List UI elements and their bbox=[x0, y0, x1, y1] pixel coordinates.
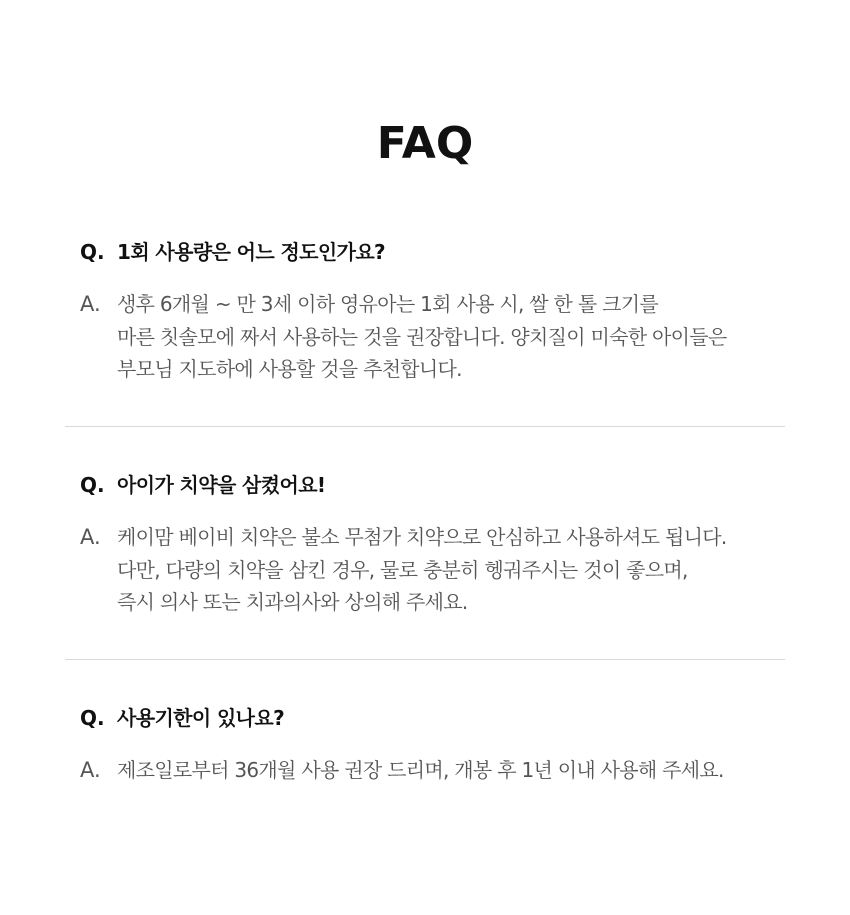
answer-line: 케이맘 베이비 치약은 불소 무첨가 치약으로 안심하고 사용하셔도 됩니다. bbox=[117, 525, 727, 549]
answer-line: 제조일로부터 36개월 사용 권장 드리며, 개봉 후 1년 이내 사용해 주세요. bbox=[117, 758, 724, 782]
faq-answer bbox=[80, 288, 785, 386]
question-text: 아이가 치약을 삼켰어요! bbox=[117, 473, 326, 497]
question-text: 1회 사용량은 어느 정도인가요? bbox=[117, 240, 386, 264]
answer-line: 마른 칫솔모에 짜서 사용하는 것을 권장합니다. 양치질이 미숙한 아이들은 bbox=[117, 324, 727, 349]
faq-question bbox=[80, 471, 785, 499]
faq-item bbox=[80, 704, 785, 787]
faq-item bbox=[80, 471, 785, 619]
faq-item bbox=[80, 238, 785, 386]
question-marker: Q. bbox=[80, 706, 105, 730]
answer-marker: A. bbox=[80, 292, 101, 316]
answer-line: 즉시 의사 또는 치과의사와 상의해 주세요. bbox=[117, 590, 468, 614]
answer-line: 다만, 다량의 치약을 삼킨 경우, 물로 충분히 헹궈주시는 것이 좋으며, bbox=[117, 557, 688, 582]
answer-marker: A. bbox=[80, 758, 101, 782]
answer-line: 부모님 지도하에 사용할 것을 추천합니다. bbox=[117, 357, 462, 381]
divider bbox=[65, 426, 785, 427]
question-marker: Q. bbox=[80, 240, 105, 264]
answer-line: 생후 6개월 ~ 만 3세 이하 영유아는 1회 사용 시, 쌀 한 톨 크기를 bbox=[117, 292, 658, 316]
faq-answer bbox=[80, 521, 785, 619]
faq-question bbox=[80, 704, 785, 732]
question-text: 사용기한이 있나요? bbox=[117, 706, 285, 730]
question-marker: Q. bbox=[80, 473, 105, 497]
faq-question bbox=[80, 238, 785, 266]
answer-marker: A. bbox=[80, 525, 101, 549]
faq-answer bbox=[80, 754, 785, 787]
page-title: FAQ bbox=[376, 118, 474, 169]
divider bbox=[65, 659, 785, 660]
